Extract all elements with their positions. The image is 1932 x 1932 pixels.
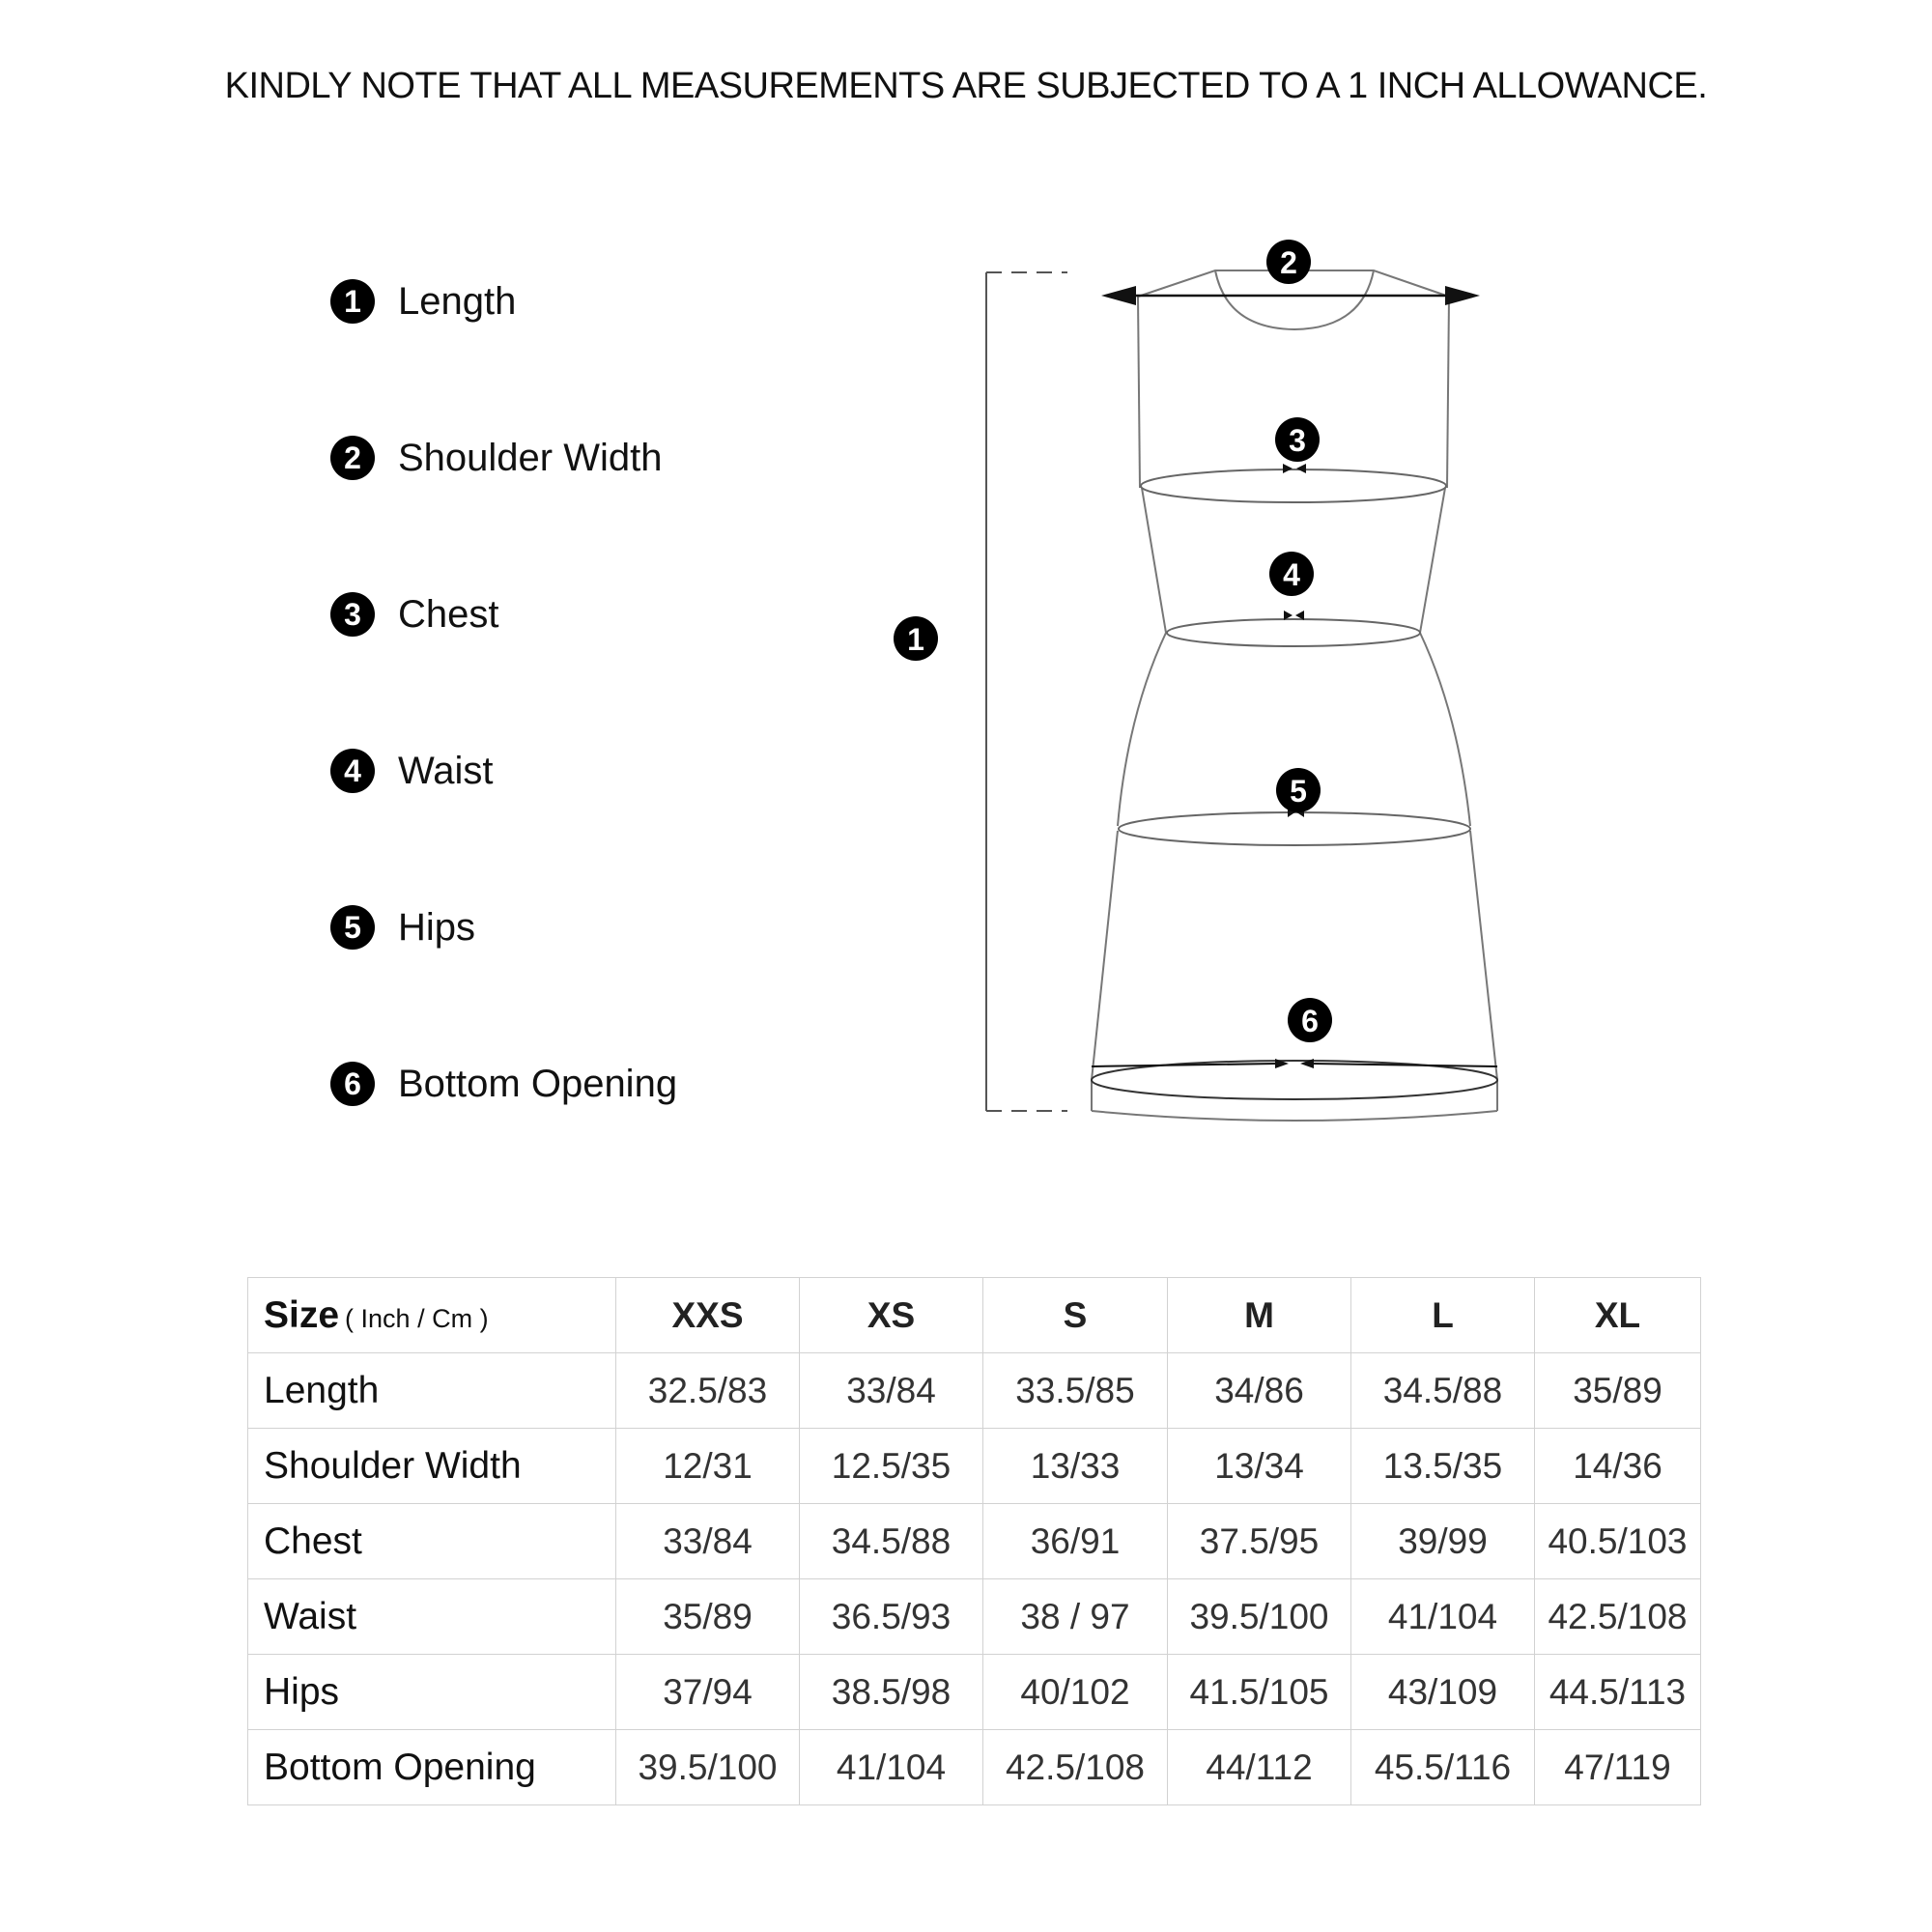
table-cell: 45.5/116 [1351, 1730, 1535, 1805]
size-chart-table [247, 1277, 1701, 1805]
legend-label: Shoulder Width [398, 436, 663, 479]
table-cell: 39.5/100 [1168, 1579, 1351, 1655]
table-cell: 37.5/95 [1168, 1504, 1351, 1579]
table-cell: 36/91 [983, 1504, 1168, 1579]
size-column-header: M [1168, 1278, 1351, 1353]
size-header-label: Size [264, 1293, 340, 1336]
table-cell: 12.5/35 [800, 1429, 983, 1504]
row-label: Waist [248, 1579, 616, 1655]
legend-label: Chest [398, 592, 499, 636]
legend-label: Bottom Opening [398, 1062, 678, 1105]
bottom-arrow-lines [1092, 1064, 1497, 1066]
waist-line [1167, 619, 1420, 646]
diagram-marker-6 [1288, 998, 1332, 1042]
table-cell: 34.5/88 [800, 1504, 983, 1579]
number-badge: 3 [330, 592, 375, 637]
row-label: Chest [248, 1504, 616, 1579]
table-cell: 41/104 [800, 1730, 983, 1805]
chest-line [1141, 469, 1446, 502]
diagram-marker-3 [1275, 417, 1320, 462]
table-cell: 41/104 [1351, 1579, 1535, 1655]
table-cell: 39.5/100 [616, 1730, 800, 1805]
table-cell: 33/84 [800, 1353, 983, 1429]
diagram-marker-4 [1269, 552, 1314, 596]
svg-text:2: 2 [1280, 245, 1297, 280]
table-cell: 38.5/98 [800, 1655, 983, 1730]
svg-text:6: 6 [1301, 1004, 1319, 1038]
svg-text:5: 5 [1290, 774, 1307, 809]
dress-outline [1092, 270, 1497, 1121]
table-cell: 32.5/83 [616, 1353, 800, 1429]
number-badge: 6 [330, 1062, 375, 1106]
row-label: Shoulder Width [248, 1429, 616, 1504]
table-cell: 42.5/108 [1535, 1579, 1701, 1655]
hips-line [1119, 812, 1470, 845]
table-cell: 35/89 [1535, 1353, 1701, 1429]
table-cell: 42.5/108 [983, 1730, 1168, 1805]
size-column-header: S [983, 1278, 1168, 1353]
diagram-marker-1 [894, 616, 938, 661]
number-badge: 5 [330, 905, 375, 950]
allowance-notice: KINDLY NOTE THAT ALL MEASUREMENTS ARE SUBJECTED TO A 1 INCH ALLOWANCE. [224, 66, 1708, 106]
table-cell: 14/36 [1535, 1429, 1701, 1504]
row-label: Bottom Opening [248, 1730, 616, 1805]
table-header-row [248, 1278, 1701, 1353]
number-badge: 1 [330, 279, 375, 324]
diagram-marker-2 [1266, 240, 1311, 284]
table-cell: 13/33 [983, 1429, 1168, 1504]
table-cell: 33.5/85 [983, 1353, 1168, 1429]
svg-text:3: 3 [1289, 423, 1306, 458]
table-cell: 33/84 [616, 1504, 800, 1579]
table-cell: 41.5/105 [1168, 1655, 1351, 1730]
diagram-marker-5 [1276, 768, 1321, 812]
legend-label: Hips [398, 905, 476, 949]
svg-text:1: 1 [907, 622, 924, 657]
table-row [248, 1579, 1701, 1655]
table-cell: 43/109 [1351, 1655, 1535, 1730]
number-badge: 4 [330, 749, 375, 793]
table-cell: 40.5/103 [1535, 1504, 1701, 1579]
legend-label: Waist [398, 749, 494, 792]
table-cell: 37/94 [616, 1655, 800, 1730]
table-row [248, 1655, 1701, 1730]
size-column-header: XL [1535, 1278, 1701, 1353]
legend-label: Length [398, 279, 517, 323]
table-cell: 44.5/113 [1535, 1655, 1701, 1730]
table-cell: 39/99 [1351, 1504, 1535, 1579]
table-cell: 40/102 [983, 1655, 1168, 1730]
table-cell: 35/89 [616, 1579, 800, 1655]
table-cell: 34.5/88 [1351, 1353, 1535, 1429]
table-row [248, 1353, 1701, 1429]
table-cell: 34/86 [1168, 1353, 1351, 1429]
size-column-header: L [1351, 1278, 1535, 1353]
size-column-header: XS [800, 1278, 983, 1353]
table-cell: 36.5/93 [800, 1579, 983, 1655]
table-cell: 38 / 97 [983, 1579, 1168, 1655]
table-row [248, 1504, 1701, 1579]
table-cell: 13.5/35 [1351, 1429, 1535, 1504]
table-row [248, 1730, 1701, 1805]
row-label: Hips [248, 1655, 616, 1730]
number-badge: 2 [330, 436, 375, 480]
table-row [248, 1429, 1701, 1504]
row-label: Length [248, 1353, 616, 1429]
svg-text:4: 4 [1283, 557, 1300, 592]
length-bracket [986, 272, 1067, 1111]
table-cell: 44/112 [1168, 1730, 1351, 1805]
size-header-cell [248, 1278, 616, 1353]
size-column-header: XXS [616, 1278, 800, 1353]
table-cell: 13/34 [1168, 1429, 1351, 1504]
unit-note: ( Inch / Cm ) [345, 1303, 489, 1333]
table-cell: 12/31 [616, 1429, 800, 1504]
table-cell: 47/119 [1535, 1730, 1701, 1805]
